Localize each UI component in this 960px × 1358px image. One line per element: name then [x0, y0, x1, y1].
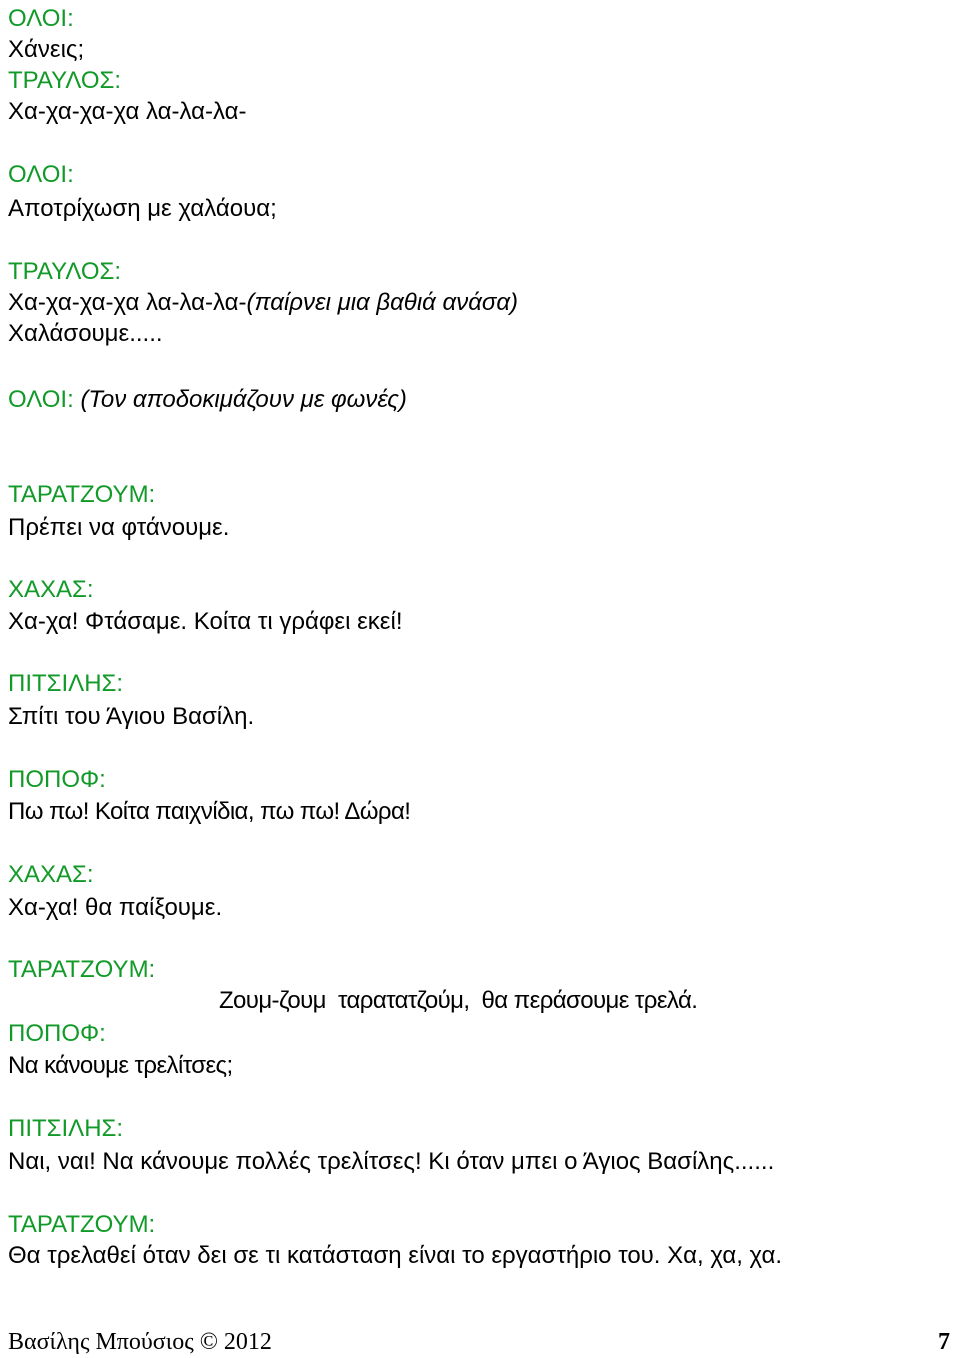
dialogue-line: Ζουμ-ζουμ ταρατατζούμ, θα περάσουμε τρελά.: [219, 987, 698, 1014]
speaker-popof: ΠΟΠΟΦ:: [8, 1020, 106, 1047]
speaker-taratzoum: ΤΑΡΑΤΖΟΥΜ:: [8, 481, 156, 508]
speaker-taratzoum: ΤΑΡΑΤΖΟΥΜ:: [8, 1211, 156, 1238]
dialogue-line: Χα-χα-χα-χα λα-λα-λα-: [8, 98, 247, 125]
dialogue-text: Χα-χα-χα-χα λα-λα-λα-: [8, 289, 247, 316]
dialogue-line: Θα τρελαθεί όταν δει σε τι κατάσταση είναι το εργαστήριο του. Χα, χα, χα.: [8, 1242, 783, 1269]
dialogue-line: Χα-χα! θα παίξουμε.: [8, 894, 223, 921]
speaker-pitsilis: ΠΙΤΣΙΛΗΣ:: [8, 1115, 124, 1142]
stage-direction: (Τον αποδοκιμάζουν με φωνές): [80, 386, 407, 413]
dialogue-line: Πω πω! Κοίτα παιχνίδια, πω πω! Δώρα!: [8, 798, 411, 825]
page-number: 7: [938, 1329, 950, 1355]
speaker-popof: ΠΟΠΟΦ:: [8, 766, 106, 793]
speaker-pitsilis: ΠΙΤΣΙΛΗΣ:: [8, 670, 124, 697]
speaker-oloi: ΟΛΟΙ:: [8, 161, 74, 188]
stage-direction: (παίρνει μια βαθιά ανάσα): [246, 289, 519, 316]
dialogue-line: [8, 385, 407, 415]
speaker-chachas: ΧΑΧΑΣ:: [8, 576, 94, 603]
dialogue-line: Πρέπει να φτάνουμε.: [8, 514, 230, 541]
speaker-chachas: ΧΑΧΑΣ:: [8, 861, 94, 888]
speaker-travlos: ΤΡΑΥΛΟΣ:: [8, 67, 122, 94]
dialogue-line: Χαλάσουμε.....: [8, 320, 163, 347]
dialogue-line: Σπίτι του Άγιου Βασίλη.: [8, 703, 255, 730]
footer-author: Βασίλης Μπούσιος © 2012: [8, 1329, 272, 1355]
dialogue-line: Χάνεις;: [8, 36, 85, 63]
speaker-taratzoum: ΤΑΡΑΤΖΟΥΜ:: [8, 956, 156, 983]
page-footer: [8, 1327, 950, 1357]
dialogue-line: Χα-χα! Φτάσαμε. Κοίτα τι γράφει εκεί!: [8, 608, 403, 635]
dialogue-line: [8, 288, 518, 318]
dialogue-line: Ναι, ναι! Να κάνουμε πολλές τρελίτσες! Κι όταν μπει ο Άγιος Βασίλης......: [8, 1148, 775, 1175]
dialogue-line: Αποτρίχωση με χαλάουα;: [8, 195, 277, 222]
speaker-oloi: ΟΛΟΙ:: [8, 5, 74, 32]
dialogue-line: Να κάνουμε τρελίτσες;: [8, 1052, 233, 1079]
speaker-travlos: ΤΡΑΥΛΟΣ:: [8, 258, 122, 285]
speaker-oloi: ΟΛΟΙ:: [8, 386, 74, 413]
